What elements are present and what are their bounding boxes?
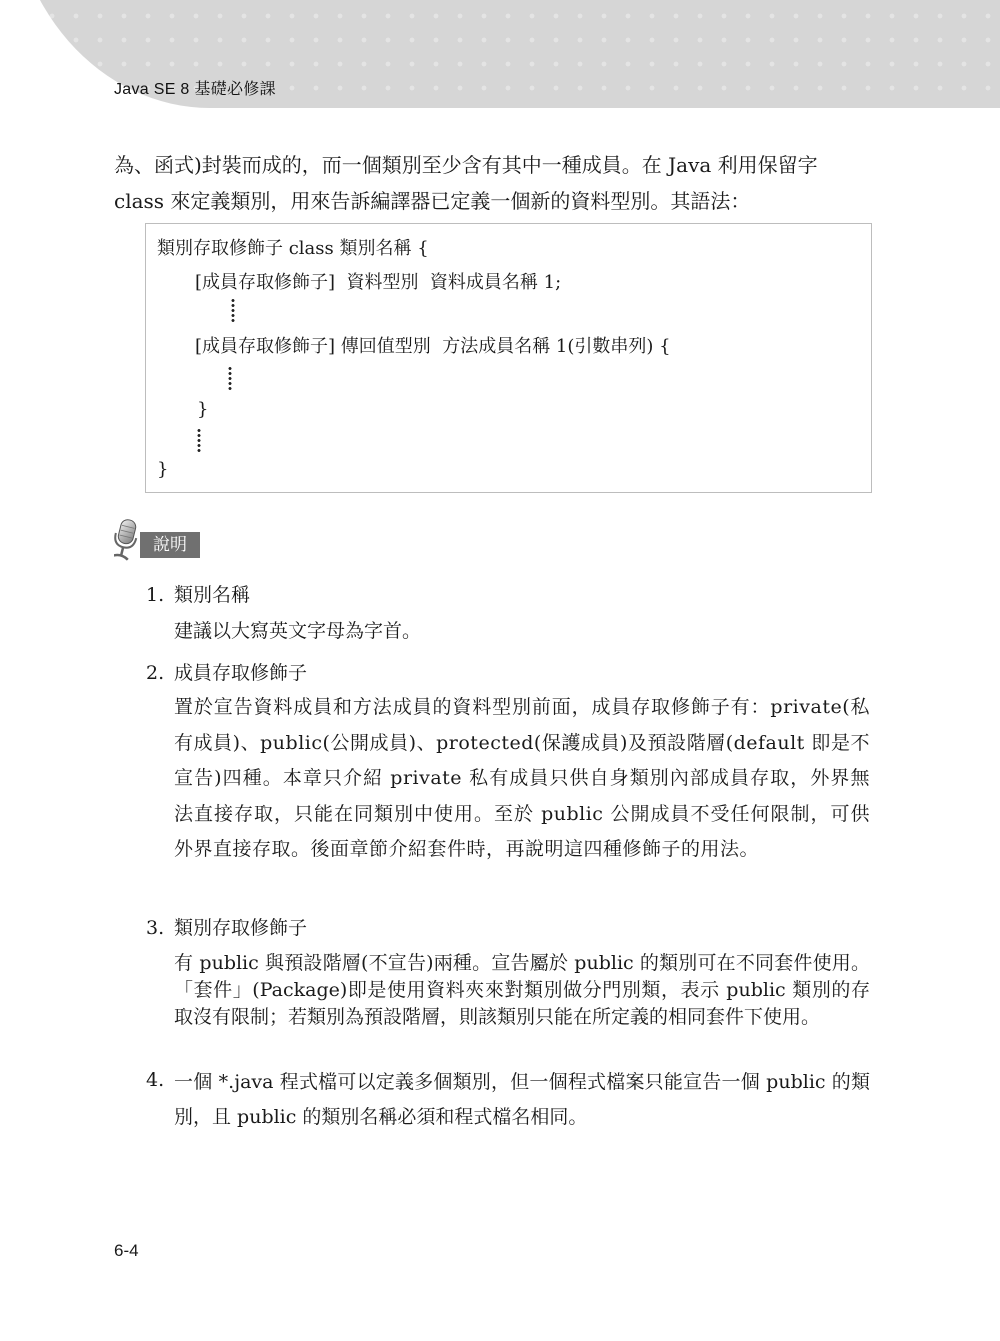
list-item-body: 置於宣告資料成員和方法成員的資料型別前面，成員存取修飾子有：private(私有成員)、public(公開成員)、protected(保護成員)及預設階層(default 即是不宣告)四種。本章只介紹 private 私有成員只供自身類別內部成員存取，外界無法直接存取，只能在同類別中使用。至於 public 公開成員不受任何限制，可供外界直接存取。後面章節介紹套件時，再說明這四種修飾子的用法。 xyxy=(174,696,870,861)
list-item-body: 一個 *.java 程式檔可以定義多個類別，但一個程式檔案只能宣告一個 public 的類別，且 public 的類別名稱必須和程式檔名相同。 xyxy=(174,1071,870,1128)
syntax-line-class-close: } xyxy=(157,459,169,480)
page-number: 6-4 xyxy=(114,1241,139,1260)
list-item-title: 成員存取修飾子 xyxy=(174,662,308,684)
syntax-line-method-close: } xyxy=(197,399,209,420)
syntax-line-class: 類別存取修飾子 class 類別名稱 { xyxy=(157,238,429,259)
syntax-line-method: [成員存取修飾子] 傳回值型別 方法成員名稱 1(引數串列) { xyxy=(195,336,671,357)
intro-paragraph: 為、函式)封裝而成的，而一個類別至少含有其中一種成員。在 Java 利用保留字 class 來定義類別，用來告訴編譯器已定義一個新的資料型別。其語法： xyxy=(114,153,818,213)
note-label: 說明 xyxy=(140,532,200,558)
ellipsis-vertical-icon xyxy=(231,298,235,324)
ellipsis-vertical-icon xyxy=(228,366,232,392)
list-item-number: 2. xyxy=(146,662,165,684)
list-item-number: 1. xyxy=(146,584,165,606)
list-item-title: 類別存取修飾子 xyxy=(174,917,308,939)
list-item-title: 類別名稱 xyxy=(174,584,251,606)
list-item-body: 建議以大寫英文字母為字首。 xyxy=(174,620,422,642)
syntax-box xyxy=(145,223,872,493)
list-item-number: 3. xyxy=(146,917,165,939)
page-header xyxy=(0,0,1000,108)
syntax-line-field: [成員存取修飾子] 資料型別 資料成員名稱 1; xyxy=(195,272,562,293)
ellipsis-vertical-icon xyxy=(197,428,201,454)
list-item-number: 4. xyxy=(146,1069,165,1091)
list-item-body: 有 public 與預設階層(不宣告)兩種。宣告屬於 public 的類別可在不同套件使用。「套件」(Package)即是使用資料夾來對類別做分門別類，表示 public 類別的存取沒有限制；若類別為預設階層，則該類別只能在所定義的相同套件下使用。 xyxy=(174,952,870,1028)
book-title: Java SE 8 基礎必修課 xyxy=(114,81,276,98)
